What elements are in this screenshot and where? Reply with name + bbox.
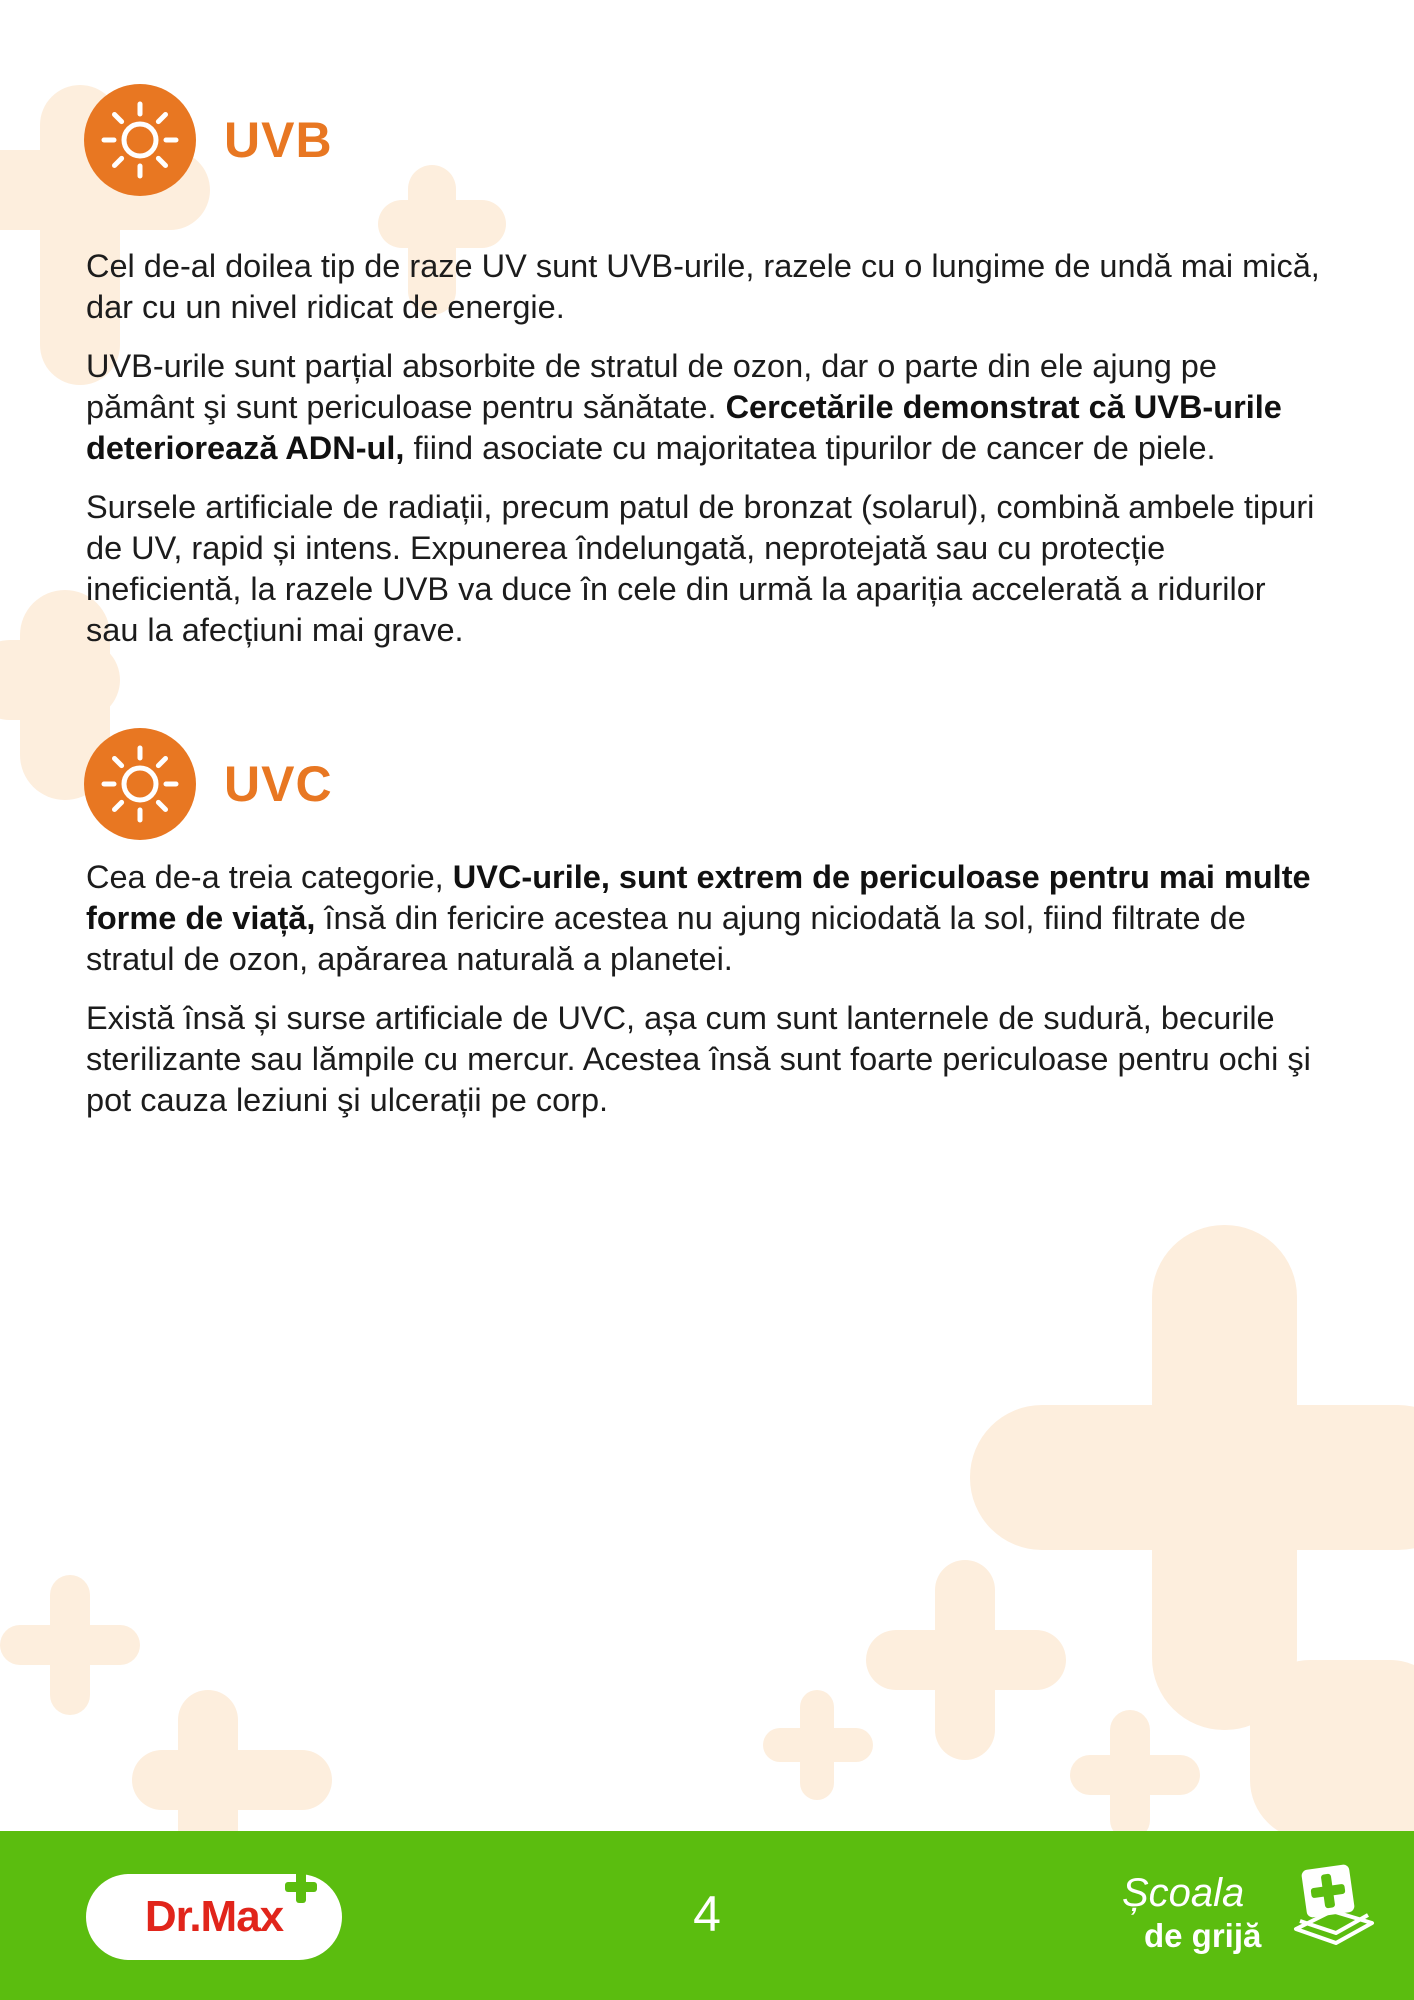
book-plus-icon (1286, 1859, 1378, 1951)
school-logo-line1: Școala (1122, 1871, 1245, 1915)
uvc-text (86, 857, 1326, 1139)
paragraph: Sursele artificiale de radiații, precum patul de bronzat (solarul), combină ambele tipuri de UV, rapid și intens. Expunerea îndelungată, neprotejată sau cu protecție ineficientă, la razele UVB va duce în cele din urmă la apariția accelerată a ridurilor sau la afecțiuni mai grave. (86, 489, 1315, 648)
paragraph: Cel de-al doilea tip de raze UV sunt UVB-urile, razele cu o lungime de undă mai mică, dar cu un nivel ridicat de energie. (86, 248, 1320, 325)
scoala-de-grija-logo (1118, 1853, 1380, 1981)
paragraph: UVB-urile sunt parțial absorbite de stratul de ozon, dar o parte din ele ajung pe pământ şi sunt periculoase pentru sănătate. Cercetările demonstrat că UVB-urile deteriorează ADN-ul, fiind asociate cu majoritatea tipurilor de cancer de piele. (86, 348, 1282, 466)
drmax-logo-text: Dr.Max (144, 1892, 284, 1941)
section-title-uvb: UVB (224, 112, 333, 168)
footer-bar (0, 1831, 1414, 2000)
paragraph: Există însă și surse artificiale de UVC, așa cum sunt lanternele de sudură, becurile sterilizante sau lămpile cu mercur. Acestea însă sunt foarte periculoase pentru ochi şi pot cauza leziuni şi ulcerații pe corp. (86, 1000, 1311, 1118)
uvb-heading (84, 84, 333, 196)
uvb-text (86, 246, 1326, 669)
paragraph: Cea de-a treia categorie, UVC-urile, sunt extrem de periculoase pentru mai multe forme de viață, însă din fericire acestea nu ajung niciodată la sol, fiind filtrate de stratul de ozon, apărarea naturală a planetei. (86, 859, 1311, 977)
sun-icon (84, 84, 196, 196)
sun-icon (84, 728, 196, 840)
uvc-heading (84, 728, 333, 840)
section-title-uvc: UVC (224, 756, 333, 812)
school-logo-line2: de grijă (1144, 1917, 1262, 1954)
page-number: 4 (693, 1886, 721, 1942)
